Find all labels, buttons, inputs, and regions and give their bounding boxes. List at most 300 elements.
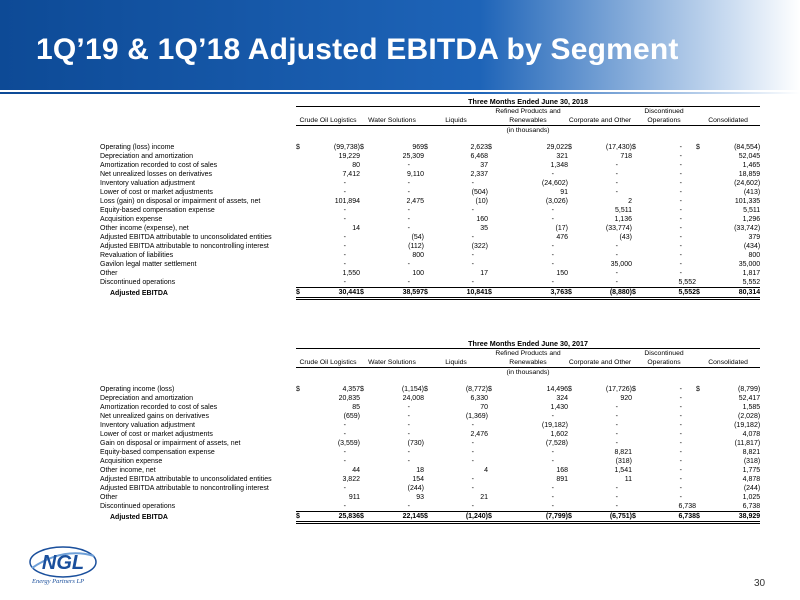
cell-value: (244) [743, 485, 761, 492]
cell-value: 37 [480, 162, 488, 169]
cell-value: (3,026) [545, 198, 568, 205]
cell-value: (1,240) [434, 512, 488, 523]
cell-value: 17 [480, 270, 488, 277]
cell-value: 52,045 [738, 153, 761, 160]
table-row [100, 188, 760, 197]
cell-value: 1,430 [550, 404, 568, 411]
cell-value: - [679, 234, 682, 241]
currency-sign: $ [568, 386, 572, 393]
cell-value: 168 [556, 467, 568, 474]
cell-value: 18 [416, 467, 424, 474]
cell-value: - [679, 386, 682, 393]
column-header: Water Solutions [360, 107, 424, 126]
cell-value: (43) [619, 234, 632, 241]
cell-value: 19,229 [338, 153, 360, 160]
table-2017-section [100, 339, 760, 524]
row-label: Lower of cost or market adjustments [100, 189, 213, 196]
cell-value: (2,028) [737, 413, 761, 420]
cell-value: 10,841 [434, 288, 488, 299]
cell-value: 21 [480, 494, 488, 501]
financial-table [100, 97, 760, 300]
cell-value: - [343, 485, 346, 492]
cell-value: - [679, 404, 682, 411]
cell-value: 5,511 [615, 207, 632, 214]
cell-value: 321 [556, 153, 568, 160]
cell-value: (33,774) [605, 225, 632, 232]
cell-value: 718 [620, 153, 632, 160]
cell-value: 4,357 [342, 386, 360, 393]
cell-value: - [434, 502, 488, 512]
currency-sign: $ [360, 512, 370, 523]
row-label: Acquisition expense [100, 458, 163, 465]
cell-value: - [578, 502, 632, 512]
currency-sign: $ [488, 144, 492, 151]
cell-value: 18,859 [738, 171, 761, 178]
cell-value: - [407, 431, 410, 438]
logo-tagline: Energy Partners LP [32, 578, 85, 585]
cell-value: 6,468 [470, 153, 488, 160]
row-label: Other income, net [100, 467, 156, 474]
cell-value: 22,145 [370, 512, 424, 523]
column-header: Liquids [424, 349, 488, 368]
cell-value: 1,296 [742, 216, 761, 223]
cell-value: 1,136 [614, 216, 632, 223]
cell-value: - [471, 252, 474, 259]
row-label: Depreciation and amortization [100, 395, 193, 402]
table-row [100, 439, 760, 448]
cell-value: 29,022 [546, 144, 568, 151]
cell-value: 14,496 [546, 386, 568, 393]
currency-sign: $ [296, 288, 306, 299]
cell-value: 5,511 [743, 207, 761, 214]
column-header: Corporate and Other [568, 107, 632, 126]
cell-value: - [615, 243, 618, 250]
cell-value: - [615, 485, 618, 492]
table-row [100, 224, 760, 233]
currency-sign: $ [632, 288, 642, 299]
cell-value: - [471, 440, 474, 447]
cell-value: - [679, 440, 682, 447]
cell-value: 5,552 [642, 288, 696, 299]
cell-value: (1,369) [465, 413, 488, 420]
cell-value: 969 [412, 144, 424, 151]
period-title: Three Months Ended June 30, 2018 [296, 97, 760, 107]
cell-value: - [343, 243, 346, 250]
currency-sign: $ [696, 512, 706, 523]
table-row [100, 170, 760, 179]
page-number: 30 [754, 578, 766, 589]
cell-value: - [679, 413, 682, 420]
cell-value: - [471, 458, 474, 465]
cell-value: - [679, 189, 682, 196]
row-label: Other [100, 270, 118, 277]
row-label: Depreciation and amortization [100, 153, 193, 160]
row-label: Adjusted EBITDA attributable to unconsolidated entities [100, 476, 272, 483]
cell-value: 8,821 [614, 449, 632, 456]
cell-value: 6,738 [642, 502, 696, 512]
company-logo [28, 545, 98, 587]
cell-value: 35,000 [610, 261, 632, 268]
currency-sign: $ [568, 512, 578, 523]
row-label: Adjusted EBITDA [110, 289, 168, 297]
cell-value: - [615, 440, 618, 447]
cell-value: 44 [352, 467, 360, 474]
cell-value: - [343, 207, 346, 214]
column-header: Corporate and Other [568, 349, 632, 368]
cell-value: - [679, 261, 682, 268]
currency-sign: $ [488, 512, 498, 523]
cell-value: - [551, 485, 554, 492]
row-label: Discontinued operations [100, 279, 176, 287]
cell-value: - [407, 180, 410, 187]
cell-value: (19,182) [541, 422, 568, 429]
table-row [100, 385, 760, 394]
cell-value: - [370, 278, 424, 288]
cell-value: - [679, 476, 682, 483]
table-row [100, 152, 760, 161]
cell-value: 14 [352, 225, 360, 232]
currency-sign: $ [296, 512, 306, 523]
cell-value: 1,550 [342, 270, 360, 277]
cell-value: 8,821 [742, 449, 761, 456]
cell-value: 30,441 [306, 288, 360, 299]
cell-value: 35,000 [738, 261, 761, 268]
cell-value: - [407, 162, 410, 169]
cell-value: (17) [555, 225, 568, 232]
cell-value: - [471, 261, 474, 268]
row-label: Lower of cost or market adjustments [100, 431, 213, 438]
cell-value: (322) [471, 243, 488, 250]
cell-value: - [679, 153, 682, 160]
table-row [100, 457, 760, 466]
cell-value: 101,335 [734, 198, 761, 205]
column-header: Consolidated [696, 107, 760, 126]
cell-value: - [407, 189, 410, 196]
cell-value: - [679, 485, 682, 492]
cell-value: - [343, 234, 346, 241]
cell-value: (33,742) [734, 225, 761, 232]
row-label: Gain on disposal or impairment of assets, net [100, 440, 241, 447]
cell-value: 891 [556, 476, 568, 483]
cell-value: - [615, 189, 618, 196]
cell-value: - [343, 180, 346, 187]
table-row [100, 161, 760, 170]
cell-value: 6,738 [642, 512, 696, 523]
cell-value: 911 [348, 494, 360, 501]
cell-value: - [615, 404, 618, 411]
cell-value: - [679, 467, 682, 474]
cell-value: (17,430) [605, 144, 632, 151]
cell-value: (11,817) [734, 440, 761, 447]
cell-value: - [615, 171, 618, 178]
currency-sign: $ [296, 144, 300, 151]
cell-value: - [615, 252, 618, 259]
cell-value: (659) [343, 413, 360, 420]
currency-sign: $ [424, 288, 434, 299]
slide-title: 1Q’19 & 1Q’18 Adjusted EBITDA by Segment [36, 33, 679, 66]
cell-value: 80 [352, 162, 360, 169]
cell-value: 3,822 [342, 476, 360, 483]
row-label: Adjusted EBITDA attributable to unconsolidated entities [100, 234, 272, 241]
total-row [100, 288, 760, 299]
row-label: Discontinued operations [100, 503, 176, 511]
currency-sign: $ [568, 144, 572, 151]
currency-sign: $ [424, 386, 428, 393]
cell-value: 154 [412, 476, 424, 483]
cell-value: - [471, 422, 474, 429]
cell-value: 2,337 [470, 171, 488, 178]
column-header: Crude Oil Logistics [296, 107, 360, 126]
column-header: Consolidated [696, 349, 760, 368]
cell-value: (413) [743, 189, 761, 196]
table-row [100, 412, 760, 421]
row-label: Equity-based compensation expense [100, 207, 215, 214]
cell-value: - [679, 243, 682, 250]
cell-value: - [615, 180, 618, 187]
cell-value: - [551, 261, 554, 268]
cell-value: 1,585 [742, 404, 761, 411]
currency-sign: $ [696, 386, 700, 393]
cell-value: 1,775 [742, 467, 761, 474]
currency-sign: $ [424, 144, 428, 151]
table-row [100, 394, 760, 403]
column-header: Refined Products and Renewables [488, 107, 568, 126]
currency-sign: $ [488, 386, 492, 393]
row-label: Net unrealized losses on derivatives [100, 171, 213, 178]
cell-value: (8,799) [737, 386, 761, 393]
banner-rule [0, 90, 800, 92]
cell-value: 6,330 [470, 395, 488, 402]
table-row [100, 484, 760, 493]
currency-sign: $ [632, 512, 642, 523]
cell-value: - [471, 207, 474, 214]
cell-value: (434) [743, 243, 761, 250]
row-label: Inventory valuation adjustment [100, 422, 195, 429]
cell-value: - [471, 234, 474, 241]
units-label: (in thousands) [506, 127, 550, 134]
total-row [100, 512, 760, 523]
cell-value: 85 [352, 404, 360, 411]
cell-value: - [551, 216, 554, 223]
cell-value: 4 [484, 467, 488, 474]
cell-value: 5,552 [706, 278, 760, 288]
row-label: Operating (loss) income [100, 144, 175, 151]
cell-value: - [343, 189, 346, 196]
currency-sign: $ [424, 512, 434, 523]
period-title: Three Months Ended June 30, 2017 [296, 339, 760, 349]
cell-value: (1,154) [401, 386, 424, 393]
cell-value: - [679, 207, 682, 214]
currency-sign: $ [696, 288, 706, 299]
cell-value: - [343, 216, 346, 223]
cell-value: 20,835 [338, 395, 360, 402]
table-row [100, 143, 760, 152]
cell-value: - [343, 458, 346, 465]
table-row [100, 421, 760, 430]
cell-value: 1,817 [742, 270, 761, 277]
row-label: Operating income (loss) [100, 386, 175, 393]
column-header: Crude Oil Logistics [296, 349, 360, 368]
cell-value: 7,412 [342, 171, 360, 178]
cell-value: 24,008 [402, 395, 424, 402]
cell-value: - [471, 476, 474, 483]
cell-value: - [679, 252, 682, 259]
cell-value: 52,417 [738, 395, 761, 402]
cell-value: - [471, 485, 474, 492]
column-header: Water Solutions [360, 349, 424, 368]
cell-value: - [343, 449, 346, 456]
cell-value: - [615, 162, 618, 169]
cell-value: - [407, 216, 410, 223]
cell-value: 150 [556, 270, 568, 277]
cell-value: - [306, 502, 360, 512]
cell-value: - [615, 494, 618, 501]
cell-value: - [343, 422, 346, 429]
cell-value: (6,751) [578, 512, 632, 523]
currency-sign: $ [360, 288, 370, 299]
cell-value: (24,602) [734, 180, 761, 187]
cell-value: 324 [556, 395, 568, 402]
row-label: Equity-based compensation expense [100, 449, 215, 456]
table-row [100, 448, 760, 457]
cell-value: (10) [475, 198, 488, 205]
cell-value: (504) [471, 189, 488, 196]
cell-value: - [551, 171, 554, 178]
cell-value: 25,836 [306, 512, 360, 523]
cell-value: - [615, 422, 618, 429]
cell-value: (3,559) [337, 440, 360, 447]
cell-value: (7,528) [545, 440, 568, 447]
cell-value: 3,763 [498, 288, 568, 299]
cell-value: 4,878 [742, 476, 761, 483]
table-row [100, 278, 760, 288]
cell-value: (730) [407, 440, 424, 447]
table-row [100, 260, 760, 269]
cell-value: 1,541 [614, 467, 632, 474]
cell-value: - [551, 252, 554, 259]
column-header: Discontinued Operations [632, 107, 696, 126]
cell-value: - [551, 413, 554, 420]
cell-value: - [407, 207, 410, 214]
cell-value: 1,602 [550, 431, 568, 438]
row-label: Other [100, 494, 118, 501]
currency-sign: $ [632, 144, 636, 151]
cell-value: - [343, 261, 346, 268]
cell-value: - [407, 422, 410, 429]
cell-value: - [615, 413, 618, 420]
cell-value: - [679, 144, 682, 151]
cell-value: 379 [748, 234, 761, 241]
cell-value: - [679, 395, 682, 402]
cell-value: - [498, 278, 568, 288]
currency-sign: $ [360, 386, 364, 393]
row-label: Revaluation of liabilities [100, 252, 174, 259]
cell-value: 160 [476, 216, 488, 223]
cell-value: (24,602) [541, 180, 568, 187]
table-2018-section [100, 97, 760, 300]
cell-value: 38,929 [706, 512, 760, 523]
cell-value: 91 [560, 189, 568, 196]
row-label: Acquisition expense [100, 216, 163, 223]
cell-value: (54) [411, 234, 424, 241]
cell-value: 38,597 [370, 288, 424, 299]
cell-value: (19,182) [734, 422, 761, 429]
cell-value: - [407, 413, 410, 420]
table-row [100, 197, 760, 206]
table-row [100, 493, 760, 502]
row-label: Loss (gain) on disposal or impairment of assets, net [100, 198, 261, 205]
cell-value: 476 [556, 234, 568, 241]
cell-value: (99,738) [333, 144, 360, 151]
row-label: Gavilon legal matter settlement [100, 261, 197, 268]
cell-value: 800 [412, 252, 424, 259]
cell-value: (112) [408, 243, 424, 250]
cell-value: - [471, 449, 474, 456]
cell-value: - [679, 198, 682, 205]
cell-value: - [679, 180, 682, 187]
ngl-logo-icon [28, 545, 98, 581]
cell-value: 100 [412, 270, 424, 277]
cell-value: - [679, 449, 682, 456]
cell-value: - [370, 502, 424, 512]
currency-sign: $ [360, 144, 364, 151]
currency-sign: $ [296, 386, 300, 393]
cell-value: - [615, 270, 618, 277]
cell-value: 6,738 [706, 502, 760, 512]
cell-value: 800 [748, 252, 761, 259]
cell-value: 101,894 [334, 198, 360, 205]
units-label: (in thousands) [506, 369, 550, 376]
cell-value: - [578, 278, 632, 288]
cell-value: - [679, 458, 682, 465]
cell-value: 93 [416, 494, 424, 501]
cell-value: (318) [743, 458, 761, 465]
currency-sign: $ [568, 288, 578, 299]
cell-value: - [679, 422, 682, 429]
cell-value: 4,078 [742, 431, 761, 438]
currency-sign: $ [696, 144, 700, 151]
cell-value: 70 [480, 404, 488, 411]
cell-value: 2,476 [470, 431, 488, 438]
row-label: Adjusted EBITDA attributable to noncontrolling interest [100, 485, 269, 492]
row-label: Adjusted EBITDA [110, 513, 168, 521]
table-row [100, 269, 760, 278]
currency-sign: $ [632, 386, 636, 393]
row-label: Net unrealized gains on derivatives [100, 413, 209, 420]
cell-value: - [679, 225, 682, 232]
column-header: Liquids [424, 107, 488, 126]
table-row [100, 475, 760, 484]
cell-value: - [343, 252, 346, 259]
cell-value: 2 [628, 198, 632, 205]
cell-value: - [551, 494, 554, 501]
cell-value: - [407, 458, 410, 465]
row-label: Amortization recorded to cost of sales [100, 404, 218, 411]
cell-value: 80,314 [706, 288, 760, 299]
currency-sign: $ [488, 288, 498, 299]
cell-value: (244) [407, 485, 424, 492]
cell-value: - [498, 502, 568, 512]
cell-value: 25,309 [402, 153, 424, 160]
cell-value: - [407, 225, 410, 232]
row-label: Other income (expense), net [100, 225, 189, 232]
cell-value: (84,554) [734, 144, 761, 151]
cell-value: (318) [615, 458, 632, 465]
financial-table [100, 339, 760, 524]
cell-value: 1,025 [742, 494, 761, 501]
title-banner [0, 0, 800, 94]
cell-value: - [551, 243, 554, 250]
